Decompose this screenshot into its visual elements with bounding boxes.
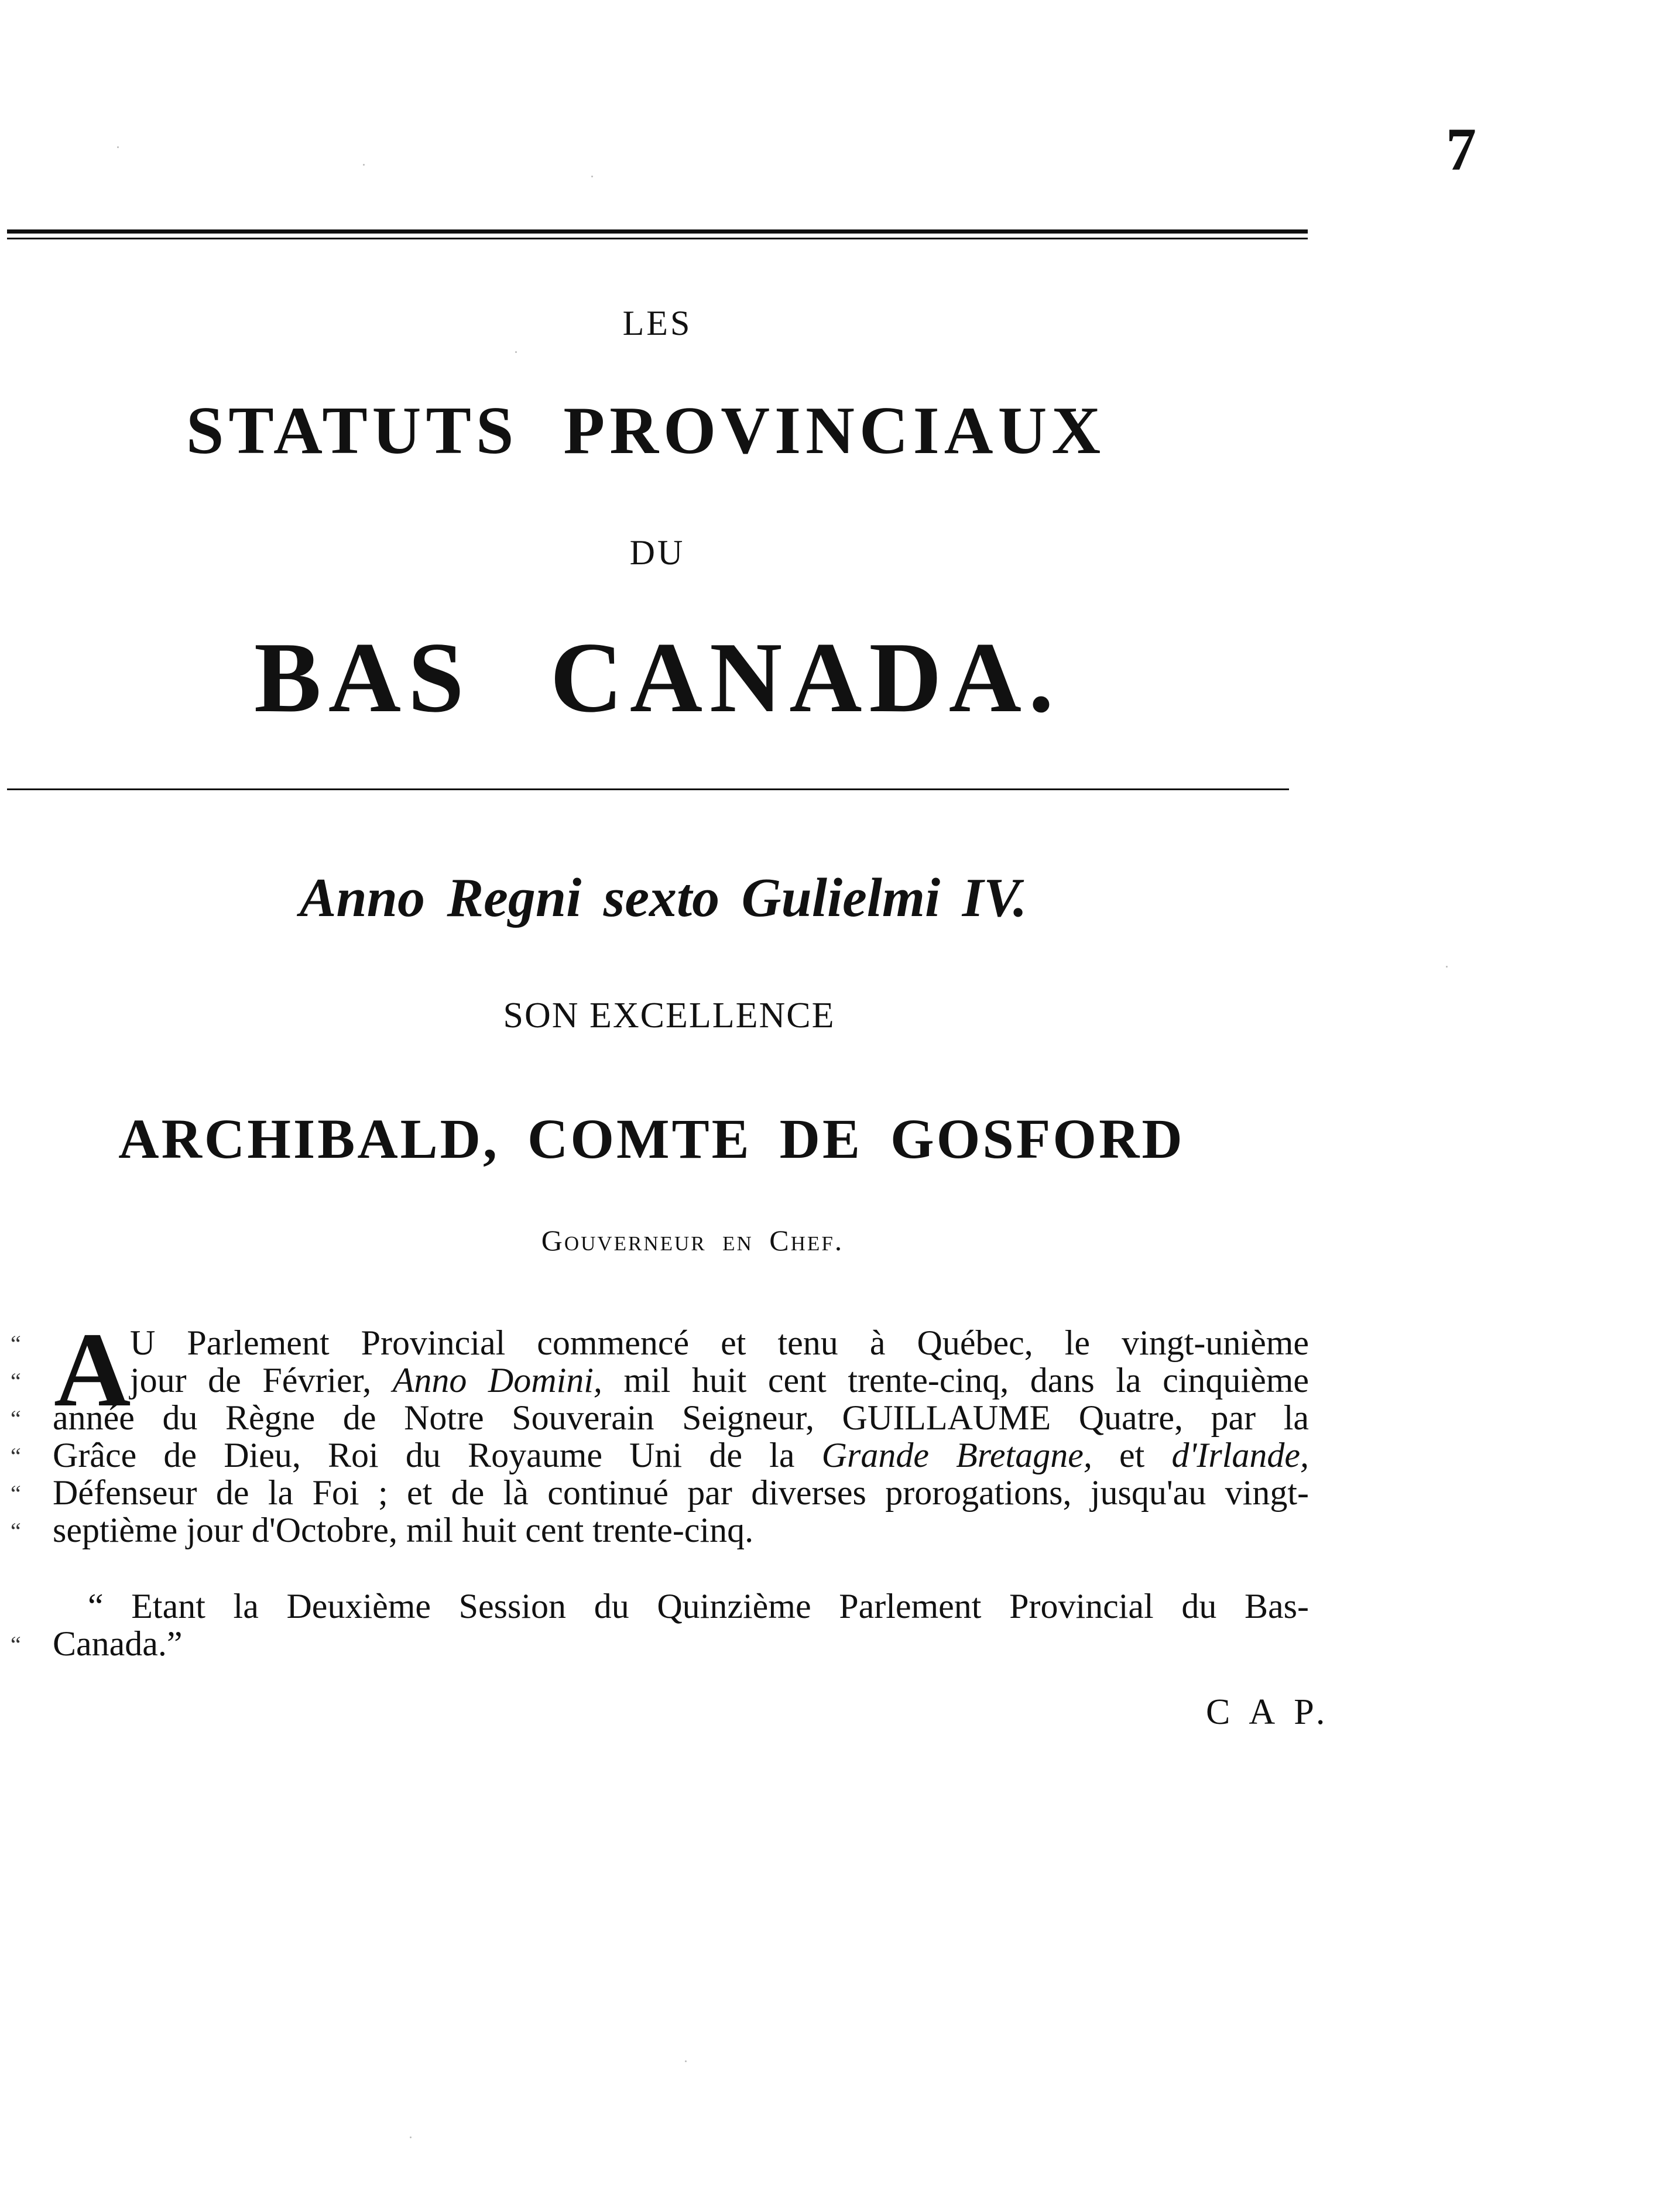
speck <box>515 351 517 353</box>
speck <box>363 164 365 166</box>
heading-du: DU <box>629 533 685 572</box>
preamble-line-2: jour de Février, Anno Domini, mil huit cent trente-cinq, dans la cinquième <box>130 1361 1310 1400</box>
quote-mark: “ <box>11 1443 21 1469</box>
page-number: 7 <box>1446 116 1476 183</box>
preamble-line-1: U Parlement Provincial commencé et tenu à Québec, le vingt-unième <box>130 1323 1309 1362</box>
quote-mark: “ <box>11 1405 21 1432</box>
speck <box>685 2060 687 2062</box>
session-line-1: “ Etant la Deuxième Session du Quinzième Parlement Provincial du Bas- <box>88 1587 1309 1625</box>
archibald-title: ARCHIBALD, COMTE DE GOSFORD <box>118 1107 1185 1170</box>
heading-bas-canada: BAS CANADA. <box>254 622 1061 733</box>
quote-mark: “ <box>11 1631 21 1658</box>
speck <box>410 2136 412 2138</box>
gouverneur-en-chef: Gouverneur en Chef. <box>541 1224 844 1257</box>
preamble-line-5: Défenseur de la Foi ; et de là continué par diverses prorogations, jusqu'au vingt- <box>53 1473 1309 1512</box>
drop-cap-letter: A <box>54 1311 131 1429</box>
quote-mark: “ <box>11 1518 21 1544</box>
quote-mark: “ <box>11 1330 21 1357</box>
quote-mark: “ <box>11 1368 21 1394</box>
preamble-line-3: année du Règne de Notre Souverain Seigneur, GUILLAUME Quatre, par la <box>53 1398 1309 1437</box>
top-double-rule <box>7 229 1308 239</box>
heading-statuts-provinciaux: STATUTS PROVINCIAUX <box>186 393 1106 468</box>
heading-rule <box>7 788 1289 790</box>
preamble-line-4: Grâce de Dieu, Roi du Royaume Uni de la Grande Bretagne, et d'Irlande, <box>53 1436 1309 1474</box>
preamble-line-6: septième jour d'Octobre, mil huit cent trente-cinq. <box>53 1511 754 1549</box>
speck <box>1446 966 1448 968</box>
quote-mark: “ <box>11 1480 21 1507</box>
son-excellence: SON EXCELLENCE <box>503 996 835 1035</box>
speck <box>117 146 119 148</box>
anno-regni-line: Anno Regni sexto Gulielmi IV. <box>299 867 1027 928</box>
catchword: C A P. <box>1206 1692 1331 1732</box>
heading-les: LES <box>622 304 693 342</box>
speck <box>591 176 593 177</box>
session-line-2: Canada.” <box>53 1624 183 1663</box>
